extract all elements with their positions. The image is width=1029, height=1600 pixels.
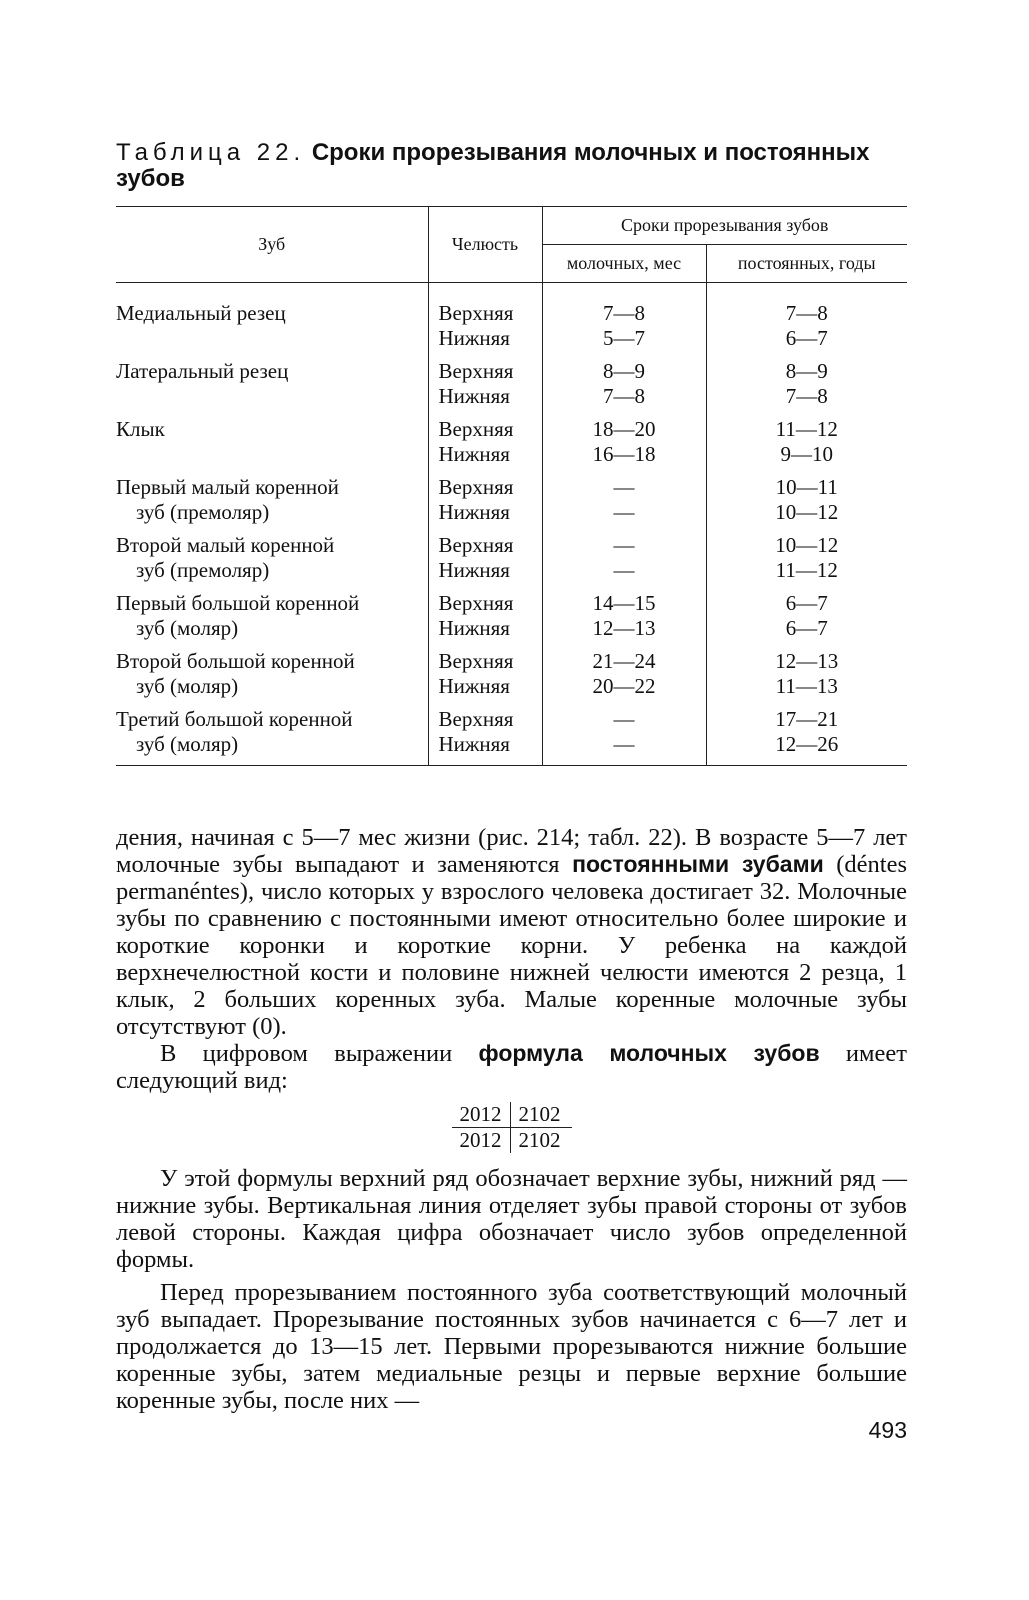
header-deciduous: молочных, мес [542,245,706,283]
permanent-lower: 6—7 [706,616,907,641]
permanent-lower: 9—10 [706,442,907,467]
jaw-lower: Нижняя [428,616,542,641]
row-spacer [116,525,907,533]
jaw-lower: Нижняя [428,500,542,525]
deciduous-lower: — [542,500,706,525]
deciduous-upper: 7—8 [542,283,706,327]
permanent-upper: 8—9 [706,359,907,384]
deciduous-upper: 8—9 [542,359,706,384]
deciduous-lower: 7—8 [542,384,706,409]
jaw-upper: Верхняя [428,475,542,500]
tooth-name-line2: зуб (премоляр) [136,500,270,524]
tooth-name [116,359,428,409]
table-row [116,417,907,442]
tooth-name-line2: зуб (моляр) [136,616,239,640]
paragraph [116,824,907,1040]
paragraph [116,1040,907,1094]
formula-upper-left-side: 2102 [518,1102,561,1126]
deciduous-upper: 14—15 [542,591,706,616]
row-spacer [116,409,907,417]
formula-lower-row [452,1128,572,1153]
permanent-lower: 7—8 [706,384,907,409]
tooth-name-line1: Первый большой коренной [116,591,360,615]
body-text [116,824,907,1414]
jaw-upper: Верхняя [428,707,542,732]
deciduous-lower: 16—18 [542,442,706,467]
formula-lower-right-side: 2012 [452,1128,511,1153]
formula-upper-right-side: 2012 [452,1102,511,1127]
tooth-name-line2: зуб (моляр) [136,674,239,698]
header-jaw: Челюсть [428,207,542,283]
deciduous-lower: — [542,732,706,766]
tooth-name [116,475,428,525]
bold-term: постоянными зубами [572,851,824,877]
permanent-upper: 17—21 [706,707,907,732]
deciduous-upper: — [542,475,706,500]
text-run: дения, начиная с 5—7 мес жизни (рис. 214; табл. 22). В возрасте 5—7 лет молочные зубы выпадают и заменяются [116,824,907,878]
permanent-upper: 11—12 [706,417,907,442]
text-run: (déntes permanéntes), число которых у взрослого человека достигает 32. Молочные зубы по сравнению с постоянными имеют относительно более широкие и короткие коронки и короткие корни. У ребенка на каждой верхнечелюстной кости и половине нижней челюсти имеются 2 резца, 1 клык, 2 больших коренных зуба. Малые коренные молочные зубы отсутствуют (0). [116,851,907,1040]
table-label: Таблица 22. [116,139,306,166]
tooth-name [116,533,428,583]
dental-formula [452,1102,572,1153]
jaw-upper: Верхняя [428,533,542,558]
eruption-table [116,206,907,766]
tooth-name-line2: зуб (моляр) [136,732,239,756]
row-spacer [116,351,907,359]
text-run: В цифровом выражении [160,1040,479,1067]
table-row [116,283,907,327]
jaw-upper: Верхняя [428,591,542,616]
tooth-name [116,591,428,641]
jaw-lower: Нижняя [428,674,542,699]
jaw-lower: Нижняя [428,558,542,583]
tooth-name [116,649,428,699]
tooth-name-line2: зуб (премоляр) [136,558,270,582]
table-caption [116,140,907,192]
jaw-upper: Верхняя [428,649,542,674]
deciduous-upper: 21—24 [542,649,706,674]
jaw-upper: Верхняя [428,417,542,442]
row-spacer [116,583,907,591]
header-eruption: Сроки прорезывания зубов [542,207,907,245]
bold-term: формула молочных зубов [478,1040,820,1066]
deciduous-upper: — [542,533,706,558]
permanent-lower: 10—12 [706,500,907,525]
header-permanent: постоянных, годы [706,245,907,283]
tooth-name-line1: Клык [116,417,165,441]
tooth-name-line1: Первый малый коренной [116,475,339,499]
tooth-name-line1: Медиальный резец [116,301,286,325]
permanent-lower: 6—7 [706,326,907,351]
tooth-name [116,707,428,766]
deciduous-lower: 12—13 [542,616,706,641]
jaw-lower: Нижняя [428,326,542,351]
jaw-lower: Нижняя [428,732,542,766]
tooth-name [116,283,428,352]
jaw-lower: Нижняя [428,384,542,409]
deciduous-upper: — [542,707,706,732]
tooth-name-line1: Второй большой коренной [116,649,355,673]
table-title: Сроки прорезывания молочных и постоянных зубов [116,139,870,192]
deciduous-lower: — [542,558,706,583]
permanent-upper: 12—13 [706,649,907,674]
permanent-lower: 11—12 [706,558,907,583]
table-row [116,707,907,732]
permanent-upper: 10—12 [706,533,907,558]
deciduous-upper: 18—20 [542,417,706,442]
tooth-name [116,417,428,467]
deciduous-lower: 20—22 [542,674,706,699]
table-row [116,591,907,616]
table-row [116,533,907,558]
header-tooth: Зуб [258,234,286,254]
permanent-lower: 11—13 [706,674,907,699]
row-spacer [116,699,907,707]
page-content [116,140,907,1414]
text-run: имеет следующий вид: [116,1040,907,1094]
jaw-lower: Нижняя [428,442,542,467]
tooth-name-line1: Третий большой коренной [116,707,353,731]
formula-upper-row [452,1102,572,1128]
row-spacer [116,641,907,649]
row-spacer [116,467,907,475]
jaw-upper: Верхняя [428,359,542,384]
permanent-lower: 12—26 [706,732,907,766]
table-row [116,475,907,500]
deciduous-lower: 5—7 [542,326,706,351]
permanent-upper: 6—7 [706,591,907,616]
paragraph: У этой формулы верхний ряд обозначает верхние зубы, нижний ряд — нижние зубы. Вертикальная линия отделяет зубы правой стороны от зубов левой стороны. Каждая цифра обозначает число зубов определенной формы. [116,1165,907,1273]
tooth-name-line1: Латеральный резец [116,359,289,383]
permanent-upper: 10—11 [706,475,907,500]
paragraph: Перед прорезыванием постоянного зуба соответствующий молочный зуб выпадает. Прорезывание постоянных зубов начинается с 6—7 лет и продолжается до 13—15 лет. Первыми прорезываются нижние большие коренные зубы, затем медиальные резцы и первые верхние большие коренные зубы, после них — [116,1279,907,1414]
table-row [116,359,907,384]
page-number: 493 [868,1417,907,1443]
table-row [116,649,907,674]
tooth-name-line1: Второй малый коренной [116,533,335,557]
jaw-upper: Верхняя [428,283,542,327]
permanent-upper: 7—8 [706,283,907,327]
formula-lower-left-side: 2102 [518,1128,561,1152]
